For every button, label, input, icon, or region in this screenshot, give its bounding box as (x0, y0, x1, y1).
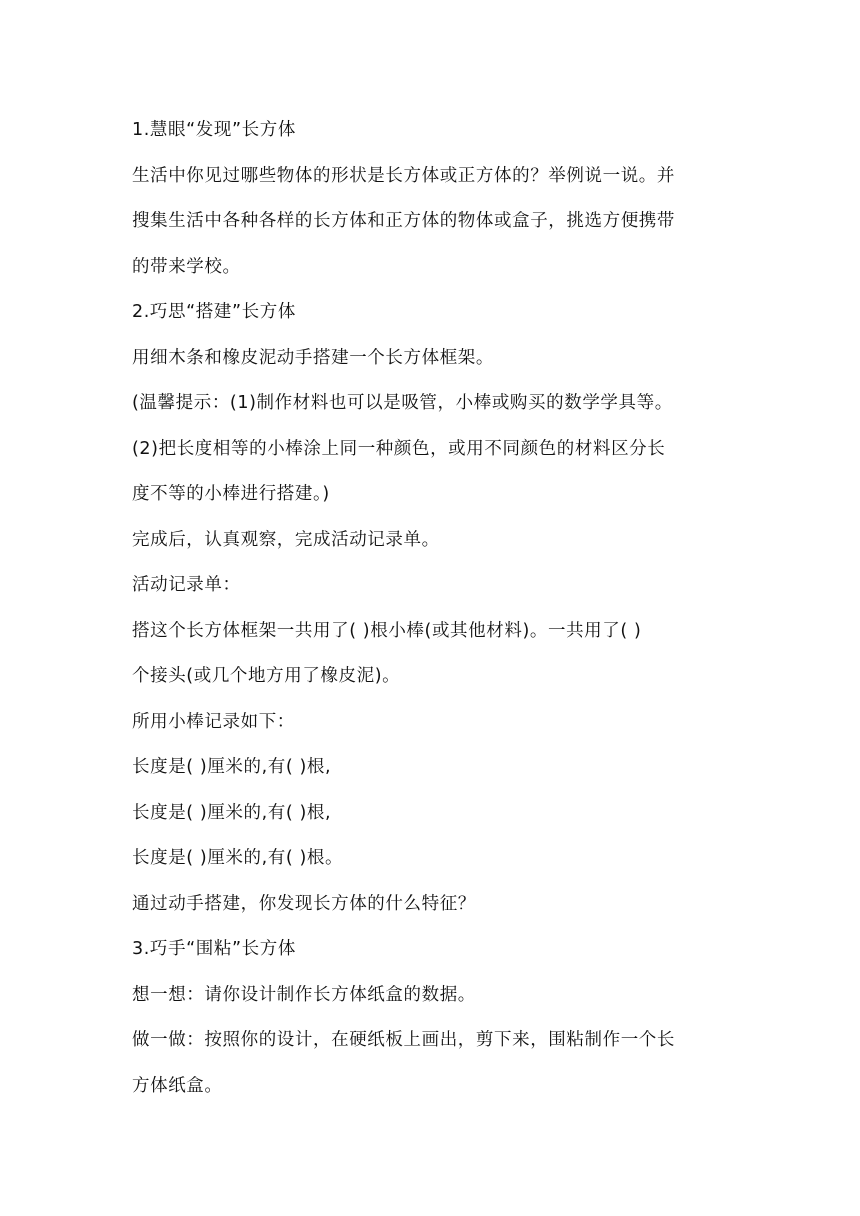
section-3-line-2: 做一做：按照你的设计，在硬纸板上画出，剪下来，围粘制作一个长 (132, 1030, 675, 1050)
section-2-line-12: 长度是( )厘米的,有( )根。 (132, 848, 344, 868)
section-2-line-8: 个接头(或几个地方用了橡皮泥)。 (132, 666, 401, 686)
section-2-line-13: 通过动手搭建，你发现长方体的什么特征？ (132, 893, 476, 914)
section-2-line-7: 搭这个长方体框架一共用了( )根小棒(或其他材料)。一共用了( ) (132, 620, 642, 641)
section-2-line-1: 用细木条和橡皮泥动手搭建一个长方体框架。 (132, 347, 494, 368)
section-1-heading: 1.慧眼“发现”长方体 (132, 120, 296, 140)
section-2-line-9: 所用小棒记录如下： (132, 711, 295, 732)
section-3-heading: 3.巧手“围粘”长方体 (132, 939, 296, 959)
section-2-line-2: (温馨提示：(1)制作材料也可以是吸管，小棒或购买的数学学具等。 (132, 393, 673, 413)
section-3-line-3: 方体纸盒。 (132, 1075, 223, 1096)
section-2-line-3: (2)把长度相等的小棒涂上同一种颜色，或用不同颜色的材料区分长 (132, 438, 666, 459)
section-2-line-11: 长度是( )厘米的,有( )根, (132, 802, 332, 823)
section-2-line-5: 完成后，认真观察，完成活动记录单。 (132, 529, 440, 550)
section-1-line-2: 搜集生活中各种各样的长方体和正方体的物体或盒子，挑选方便携带 (132, 211, 675, 231)
section-1-line-1: 生活中你见过哪些物体的形状是长方体或正方体的？举例说一说。并 (132, 165, 675, 186)
section-2-line-4: 度不等的小棒进行搭建。) (132, 484, 330, 504)
section-1-line-3: 的带来学校。 (132, 256, 241, 277)
section-3-line-1: 想一想：请你设计制作长方体纸盒的数据。 (132, 984, 476, 1005)
section-2-line-10: 长度是( )厘米的,有( )根, (132, 757, 332, 777)
section-2-line-6: 活动记录单： (132, 575, 241, 595)
document-body (132, 108, 732, 1109)
section-2-heading: 2.巧思“搭建”长方体 (132, 302, 296, 322)
